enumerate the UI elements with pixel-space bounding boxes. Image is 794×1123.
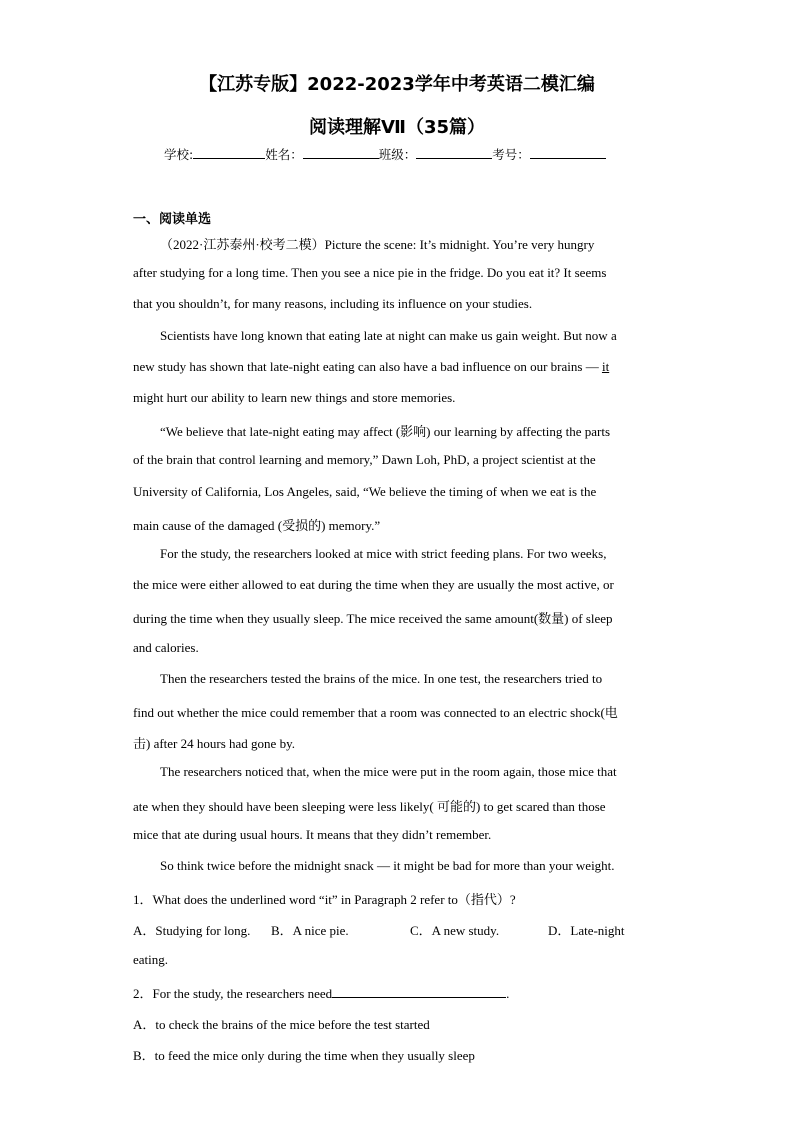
question-2-stem: 2．For the study, the researchers need bbox=[133, 986, 333, 1001]
passage-line: and calories. bbox=[133, 640, 199, 655]
exam-no-label: 考号： bbox=[492, 147, 530, 162]
student-info-row bbox=[164, 145, 606, 163]
exam-no-field[interactable] bbox=[530, 146, 606, 159]
answer-blank[interactable] bbox=[332, 985, 506, 998]
passage-line: main cause of the damaged (受损的) memory.” bbox=[133, 518, 381, 533]
class-label: 班级： bbox=[378, 147, 417, 162]
passage-line: Then the researchers tested the brains of the mice. In one test, the researchers tried to bbox=[160, 671, 603, 686]
passage-line: University of California, Los Angeles, said, “We believe the timing of when we eat is the bbox=[133, 484, 597, 499]
passage-line: 击) after 24 hours had gone by. bbox=[133, 736, 295, 751]
passage-line: （2022·江苏泰州·校考二模）Picture the scene: It’s midnight. You’re very hungry bbox=[160, 237, 595, 252]
passage-line bbox=[133, 359, 609, 375]
question-1-option-a[interactable]: A．Studying for long. bbox=[133, 923, 251, 938]
school-label: 学校: bbox=[164, 147, 194, 162]
question-2-end: . bbox=[506, 986, 510, 1001]
passage-line: find out whether the mice could remember that a room was connected to an electric shock(电 bbox=[133, 705, 618, 720]
question-1-option-d-continued: eating. bbox=[133, 952, 169, 967]
question-2-option-b[interactable]: B．to feed the mice only during the time when they usually sleep bbox=[133, 1048, 475, 1063]
question-1-option-d[interactable]: D．Late-night bbox=[548, 923, 625, 938]
question-1-option-b[interactable]: B．A nice pie. bbox=[271, 923, 349, 938]
passage-line: mice that ate during usual hours. It means that they didn’t remember. bbox=[133, 827, 492, 842]
document-title: 【江苏专版】2022-2023学年中考英语二模汇编 bbox=[199, 74, 595, 95]
passage-line: might hurt our ability to learn new things and store memories. bbox=[133, 390, 456, 405]
question-2-option-a[interactable]: A．to check the brains of the mice before the test started bbox=[133, 1017, 430, 1032]
passage-line: of the brain that control learning and memory,” Dawn Loh, PhD, a project scientist at the bbox=[133, 452, 596, 467]
name-field[interactable] bbox=[303, 146, 379, 159]
section-title: 一、阅读单选 bbox=[133, 212, 212, 227]
passage-line: So think twice before the midnight snack — it might be bad for more than your weight. bbox=[160, 858, 615, 873]
school-field[interactable] bbox=[193, 146, 265, 159]
class-field[interactable] bbox=[416, 146, 492, 159]
passage-line: ate when they should have been sleeping were less likely( 可能的) to get scared than those bbox=[133, 799, 606, 814]
passage-line: after studying for a long time. Then you see a nice pie in the fridge. Do you eat it? It seems bbox=[133, 265, 607, 280]
passage-line: For the study, the researchers looked at mice with strict feeding plans. For two weeks, bbox=[160, 546, 607, 561]
question-1-stem: 1．What does the underlined word “it” in Paragraph 2 refer to（指代）? bbox=[133, 892, 516, 907]
passage-line: “We believe that late-night eating may affect (影响) our learning by affecting the parts bbox=[160, 424, 611, 439]
passage-line: The researchers noticed that, when the mice were put in the room again, those mice that bbox=[160, 764, 617, 779]
passage-text: new study has shown that late-night eating can also have a bad influence on our brains — bbox=[133, 359, 602, 374]
passage-line: that you shouldn’t, for many reasons, including its influence on your studies. bbox=[133, 296, 533, 311]
question-1-option-c[interactable]: C．A new study. bbox=[410, 923, 500, 938]
name-label: 姓名： bbox=[265, 147, 303, 162]
passage-line: during the time when they usually sleep. The mice received the same amount(数量) of sleep bbox=[133, 611, 613, 626]
question-2-stem-line bbox=[133, 983, 509, 1002]
passage-line: the mice were either allowed to eat during the time when they are usually the most active, or bbox=[133, 577, 614, 592]
underlined-word-it: it bbox=[601, 359, 610, 374]
document-subtitle: 阅读理解Ⅶ（35篇） bbox=[309, 117, 485, 138]
passage-line: Scientists have long known that eating late at night can make us gain weight. But now a bbox=[160, 328, 617, 343]
